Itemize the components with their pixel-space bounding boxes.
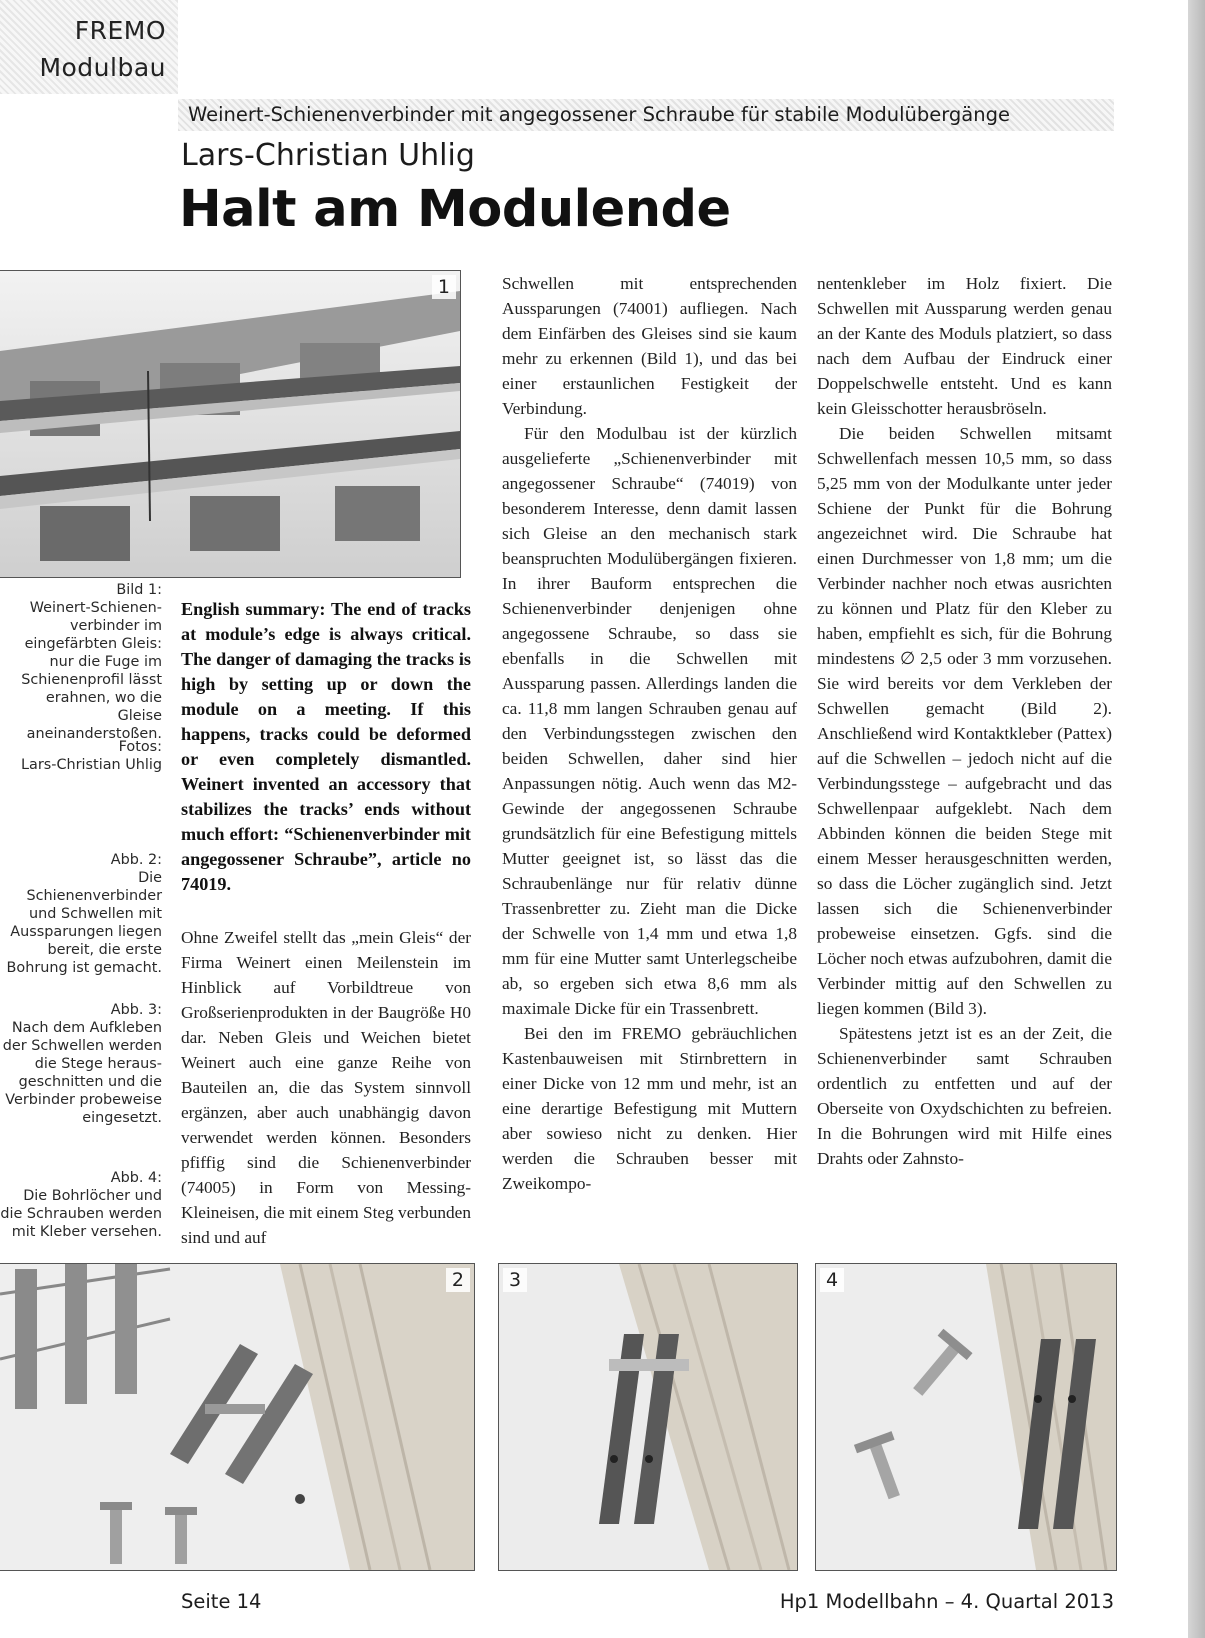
photo-4-number: 4	[820, 1268, 844, 1292]
photo-2	[0, 1263, 475, 1571]
section-tag	[0, 0, 178, 94]
photo-1-number: 1	[432, 275, 456, 299]
caption-abb-3-label: Abb. 3:	[110, 1002, 162, 1018]
caption-bild-1-label: Bild 1:	[116, 582, 162, 598]
photo-2-image	[0, 1264, 474, 1570]
caption-abb-3-text: Nach dem Aufkleben der Schwellen werden die Stege heraus-geschnitten und die Verbinder probeweise eingesetzt.	[2, 1020, 162, 1126]
caption-bild-1-text: Weinert-Schienen-verbinder im eingefärbten Gleis: nur die Fuge im Schienenprofil lässt erahnen, wo die Gleise aneinanderstoßen.	[21, 600, 162, 742]
article-title: Halt am Modulende	[179, 180, 731, 239]
body-col3-paragraph-3: Spätestens jetzt ist es an der Zeit, die Schienenverbinder samt Schrauben ordentlich zu entfetten und auf der Oberseite von Oxydschichten zu befreien. In die Bohrungen wird mit Hilfe eines Drahts oder Zahnsto-	[817, 1024, 1112, 1168]
body-col1-paragraph-1: Ohne Zweifel stellt das „mein Gleis“ der Firma Weinert einen Meilenstein im Hinblick auf Vorbildtreue von Großserienprodukten in der Baugröße H0 dar. Neben Gleis und Weichen bietet Weinert auch eine ganze Reihe von Bauteilen an, die das System sinnvoll ergänzen, aber auch unabhängig davon verwendet werden können. Besonders pfiffig sind die Schienenverbinder (74005) in Form von Messing-Kleineisen, die mit einem Steg verbunden sind und auf	[181, 928, 471, 1247]
page-edge-shadow	[1188, 0, 1205, 1638]
article-author: Lars-Christian Uhlig	[181, 138, 475, 173]
photo-4	[815, 1263, 1117, 1571]
caption-abb-4-text: Die Bohrlöcher und die Schrauben werden mit Kleber versehen.	[0, 1188, 162, 1240]
english-summary: English summary: The end of tracks at module’s edge is always critical. The danger of damaging the tracks is high by setting up or down the module on a meeting. If this happens, tracks could be deformed or even completely dismantled. Weinert invented an accessory that stabilizes the tracks’ ends without much effort: “Schienenverbinder mit angegossener Schraube”, article no 74019.	[181, 599, 471, 894]
photo-3-number: 3	[503, 1268, 527, 1292]
photo-2-number: 2	[446, 1268, 470, 1292]
photo-1	[0, 270, 461, 578]
caption-fotos	[0, 738, 162, 774]
caption-abb-3	[0, 1001, 162, 1127]
article-subtitle: Weinert-Schienenverbinder mit angegossener Schraube für stabile Modulübergänge	[188, 103, 1010, 126]
body-column-1	[181, 925, 471, 1250]
caption-abb-4-label: Abb. 4:	[110, 1170, 162, 1186]
body-col2-paragraph-3: Bei den im FREMO gebräuchlichen Kastenbauweisen mit Stirnbrettern in einer Dicke von 12 mm und mehr, ist an eine derartige Befestigung mit Muttern aber sowieso nicht zu denken. Hier werden die Schrauben besser mit Zweikompo-	[502, 1024, 797, 1193]
body-col3-paragraph-1: nentenkleber im Holz fixiert. Die Schwellen mit Aussparung werden genau an der Kante des Moduls platziert, so dass nach dem Aufbau der Eindruck einer Doppelschwelle entsteht. Und es kann kein Gleisschotter herausbröseln.	[817, 274, 1112, 418]
body-column-2	[502, 271, 797, 1196]
caption-abb-2-label: Abb. 2:	[110, 852, 162, 868]
subtitle-bar	[178, 99, 1114, 131]
body-col2-paragraph-2: Für den Modulbau ist der kürzlich ausgelieferte „Schienenverbinder mit angegossener Schraube“ (74019) von besonderem Interesse, denn damit lassen sich Gleise an den mechanisch stark beanspruchten Modulübergängen fixieren. In ihrer Bauform entsprechen die Schienenverbinder denjenigen ohne angegossene Schraube, so dass sie ebenfalls in die Schwellen mit Aussparung passen. Allerdings landen die ca. 11,8 mm langen Schrauben genau auf den Verbindungsstegen zwischen den beiden Schwellen, daher sind hier Anpassungen nötig. Auch wenn das M2-Gewinde der angegossenen Schraube grundsätzlich für eine Befestigung mittels Mutter geeignet ist, so lässt das die Schraubenlänge nur für relativ dünne Trassenbretter zu. Zieht man die Dicke der Schwelle von 1,4 mm und etwa 1,8 mm für eine Mutter samt Unterlegscheibe ab, so ergeben sich etwa 8,6 mm als maximale Dicke für ein Trassenbrett.	[502, 424, 797, 1018]
section-tag-line1: FREMO	[74, 16, 166, 45]
photo-4-image	[816, 1264, 1116, 1570]
caption-fotos-text: Lars-Christian Uhlig	[21, 757, 162, 773]
page-number: Seite 14	[181, 1590, 262, 1613]
body-col2-paragraph-1: Schwellen mit entsprechenden Aussparungen (74001) aufliegen. Nach dem Einfärben des Gleises sind sie kaum mehr zu erkennen (Bild 1), und das bei einer erstaunlichen Festigkeit der Verbindung.	[502, 274, 797, 418]
photo-3	[498, 1263, 798, 1571]
publication-info: Hp1 Modellbahn – 4. Quartal 2013	[779, 1590, 1114, 1613]
photo-3-image	[499, 1264, 797, 1570]
photo-1-image	[0, 271, 460, 577]
caption-bild-1	[0, 581, 162, 743]
caption-abb-2	[0, 851, 162, 977]
section-tag-line2: Modulbau	[39, 53, 166, 82]
caption-abb-2-text: Die Schienenverbinder und Schwellen mit Aussparungen liegen bereit, die erste Bohrung ist gemacht.	[6, 870, 162, 976]
body-col3-paragraph-2: Die beiden Schwellen mitsamt Schwellenfach messen 10,5 mm, so dass 5,25 mm von der Modulkante unter jeder Schiene der Punkt für die Bohrung angezeichnet wird. Die Schraube hat einen Durchmesser von 1,8 mm; um die Verbinder nachher noch etwas ausrichten zu können und Platz für den Kleber zu haben, empfiehlt es sich, für die Bohrung mindestens ∅ 2,5 oder 3 mm vorzusehen. Sie wird bereits vor dem Verkleben der Schwellen gemacht (Bild 2). Anschließend wird Kontaktkleber (Pattex) auf die Schwellen – jedoch nicht auf die Verbindungsstege – aufgebracht und das Schwellenpaar aufgeklebt. Nach dem Abbinden können die beiden Stege mit einem Messer herausgeschnitten werden, so dass die Löcher zugänglich sind. Jetzt lassen sich die Schienenverbinder probeweise einsetzen. Ggfs. sind die Löcher noch etwas aufzubohren, damit die Verbinder mittig auf den Schwellen zu liegen kommen (Bild 3).	[817, 424, 1112, 1018]
caption-abb-4	[0, 1169, 162, 1241]
body-column-3	[817, 271, 1112, 1171]
caption-fotos-label: Fotos:	[118, 739, 162, 755]
